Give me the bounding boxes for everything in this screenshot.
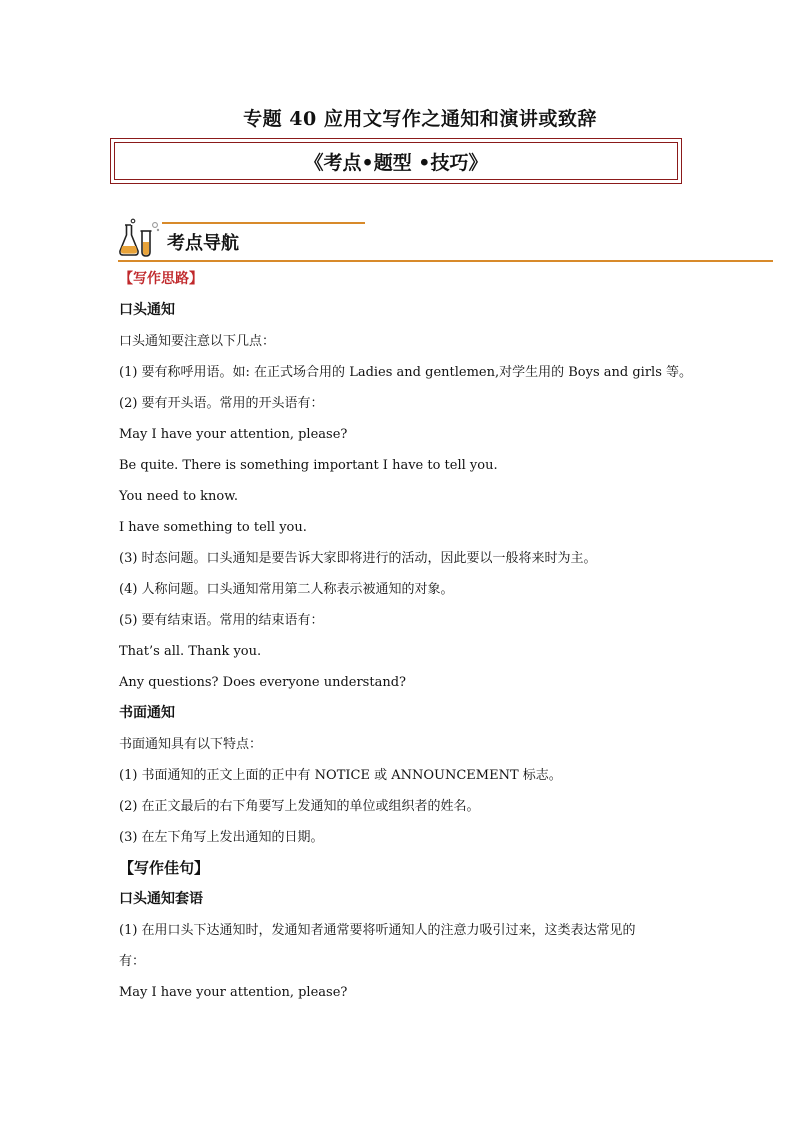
nav-accent-line [162, 222, 365, 224]
text-line: (2) 要有开头语。常用的开头语有： [119, 396, 324, 411]
section-nav-header [118, 215, 773, 263]
text-line: You need to know. [119, 489, 238, 504]
title-banner [110, 138, 682, 184]
text-line: Be quite. There is something important I have to tell you. [119, 458, 498, 473]
text-line: That’s all. Thank you. [119, 644, 262, 659]
text-line: 口头通知要注意以下几点： [119, 334, 276, 349]
flask-icon [118, 215, 162, 259]
text-line: (2) 在正文最后的右下角要写上发通知的单位或组织者的姓名。 [119, 799, 480, 814]
text-line: (3) 时态问题。口头通知是要告诉大家即将进行的活动，因此要以一般将来时为主。 [119, 551, 597, 566]
section-heading: 口头通知套语 [119, 891, 203, 907]
section-heading: 口头通知 [119, 302, 175, 318]
page-title: 专题 40 应用文写作之通知和演讲或致辞 [243, 108, 597, 130]
text-line: May I have your attention, please? [119, 427, 348, 442]
text-line: (1) 在用口头下达通知时，发通知者通常要将听通知人的注意力吸引过来，这类表达常见的 [119, 923, 636, 938]
text-line: 书面通知具有以下特点： [119, 737, 263, 752]
text-line: I have something to tell you. [119, 520, 307, 535]
text-line: 有： [119, 954, 146, 969]
text-line: (1) 书面通知的正文上面的正中有 NOTICE 或 ANNOUNCEMENT 标志。 [119, 768, 562, 783]
text-line: Any questions? Does everyone understand? [119, 675, 406, 690]
section-heading: 【写作佳句】 [119, 859, 210, 877]
nav-label: 考点导航 [167, 233, 239, 254]
section-heading: 【写作思路】 [119, 271, 203, 287]
text-line: (3) 在左下角写上发出通知的日期。 [119, 830, 324, 845]
text-line: (1) 要有称呼用语。如: 在正式场合用的 Ladies and gentlemen,对学生用的 Boys and girls 等。 [119, 365, 693, 380]
section-heading: 书面通知 [119, 705, 175, 721]
document-body [119, 264, 719, 1008]
banner-text: 《考点•题型 •技巧》 [114, 142, 678, 180]
text-line: (4) 人称问题。口头通知常用第二人称表示被通知的对象。 [119, 582, 454, 597]
text-line: May I have your attention, please? [119, 985, 348, 1000]
text-line: (5) 要有结束语。常用的结束语有： [119, 613, 324, 628]
nav-divider [118, 260, 773, 262]
